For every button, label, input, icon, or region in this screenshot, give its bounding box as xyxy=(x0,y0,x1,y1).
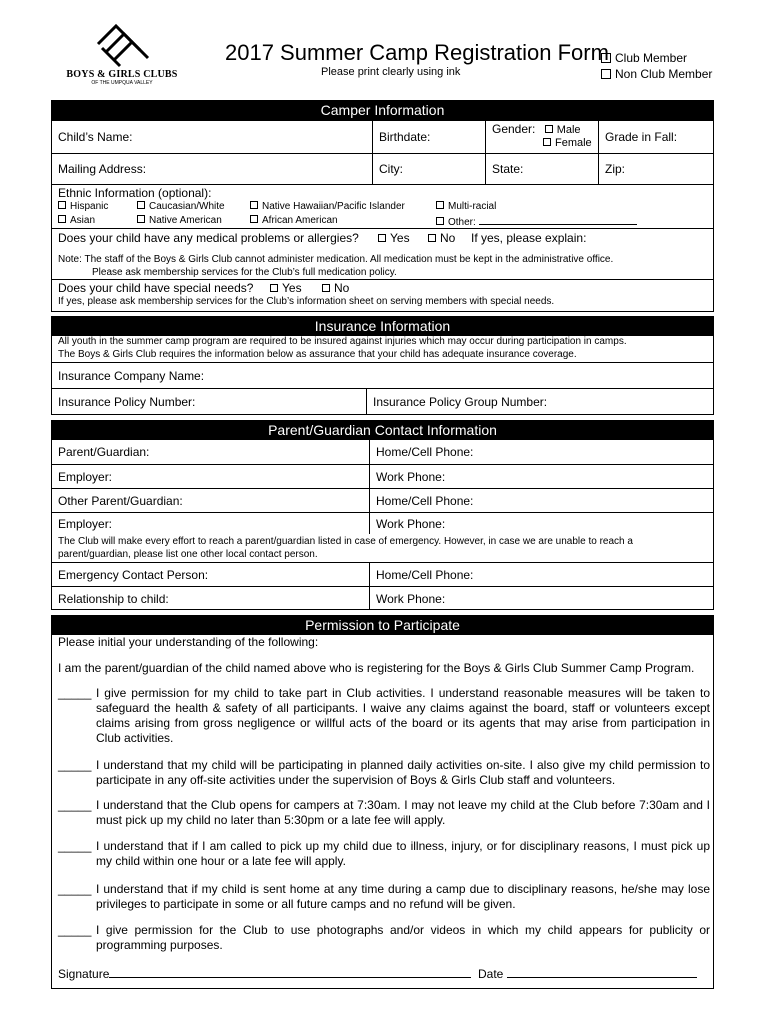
other-employer-field[interactable] xyxy=(52,513,369,534)
medical-yes-label: Yes xyxy=(390,231,410,245)
other-employer-label: Employer: xyxy=(58,516,113,531)
parent-phone-label: Home/Cell Phone: xyxy=(376,445,474,459)
city-field[interactable] xyxy=(372,154,485,184)
female-option[interactable] xyxy=(492,137,598,149)
non-club-member-label: Non Club Member xyxy=(615,67,713,81)
grade-label: Grade in Fall: xyxy=(605,130,678,144)
other-option[interactable] xyxy=(436,215,637,228)
multiracial-label: Multi-racial xyxy=(448,201,497,212)
native-american-checkbox[interactable] xyxy=(137,215,145,223)
other-parent-phone-label: Home/Cell Phone: xyxy=(376,493,474,508)
asian-checkbox[interactable] xyxy=(58,215,66,223)
initial-blank-3[interactable]: _____ xyxy=(58,798,92,812)
other-parent-label: Other Parent/Guardian: xyxy=(58,493,183,508)
insurance-note-line1: All youth in the summer camp program are required to be insured against injuries which may occur during participation in camps. xyxy=(58,336,627,347)
signature-input[interactable] xyxy=(109,965,471,978)
clubs-hands-icon xyxy=(92,22,154,68)
hawaiian-option[interactable] xyxy=(250,201,405,212)
special-yes-label: Yes xyxy=(282,281,302,295)
initial-blank-2[interactable]: _____ xyxy=(58,758,92,772)
hawaiian-label: Native Hawaiian/Pacific Islander xyxy=(262,201,405,212)
medication-note-line1: Note: The staff of the Boys & Girls Club cannot administer medication. All medication must be kept in the administrative office. xyxy=(58,254,614,265)
signature-label: Signature xyxy=(58,967,110,981)
insurance-policy-label: Insurance Policy Number: xyxy=(58,394,196,409)
native-american-option[interactable] xyxy=(137,215,222,226)
multiracial-option[interactable] xyxy=(436,201,496,212)
state-field[interactable] xyxy=(485,154,598,184)
permission-item-5: I understand that if my child is sent home at any time during a camp due to disciplinary reasons, he/she may lose privileges to participate in some or all future camps and no refund will be given. xyxy=(96,882,710,911)
other-parent-row xyxy=(52,488,713,512)
other-work-phone-label: Work Phone: xyxy=(376,516,446,531)
camper-name-row xyxy=(52,120,713,153)
insurance-note xyxy=(52,336,713,362)
insurance-group-label: Insurance Policy Group Number: xyxy=(373,394,548,409)
child-name-field[interactable] xyxy=(52,121,372,153)
initial-blank-4[interactable]: _____ xyxy=(58,839,92,853)
male-label: Male xyxy=(556,124,581,136)
hispanic-option[interactable] xyxy=(58,201,108,212)
insurance-policy-row xyxy=(52,388,713,414)
special-no-label: No xyxy=(334,281,350,295)
form-title: 2017 Summer Camp Registration Form xyxy=(225,40,609,65)
camper-information-heading: Camper Information xyxy=(52,101,713,120)
emergency-phone-label: Home/Cell Phone: xyxy=(376,567,474,582)
emergency-contact-field[interactable] xyxy=(52,563,369,586)
permission-intro: I am the parent/guardian of the child named above who is registering for the Boys & Girls Club Summer Camp Program. xyxy=(58,661,695,675)
signature-line xyxy=(58,965,471,982)
special-no-option[interactable] xyxy=(322,281,349,295)
caucasian-label: Caucasian/White xyxy=(149,201,225,212)
other-input[interactable] xyxy=(479,215,637,225)
emergency-contact-row xyxy=(52,562,713,586)
employer-field[interactable] xyxy=(52,465,369,488)
caucasian-option[interactable] xyxy=(137,201,225,212)
medication-note-line2: Please ask membership services for the Club’s full medication policy. xyxy=(92,267,397,278)
permission-item-6: I give permission for the Club to use photographs and/or videos in which my child appears for publicity or programming purposes. xyxy=(96,923,710,952)
club-member-label: Club Member xyxy=(615,51,688,65)
permission-initial-instruction: Please initial your understanding of the following: xyxy=(58,635,319,649)
insurance-policy-field[interactable] xyxy=(52,389,366,414)
medical-no-checkbox[interactable] xyxy=(428,234,436,242)
membership-options xyxy=(601,50,712,82)
boys-girls-clubs-logo xyxy=(62,22,182,86)
medical-explain-label: If yes, please explain: xyxy=(471,231,587,245)
logo-name: BOYS & GIRLS CLUBS xyxy=(66,69,178,80)
medical-no-option[interactable] xyxy=(428,231,455,245)
medical-question: Does your child have any medical problems or allergies? xyxy=(58,231,359,245)
special-yes-checkbox[interactable] xyxy=(270,284,278,292)
native-american-label: Native American xyxy=(149,215,222,226)
date-label: Date xyxy=(478,967,504,981)
guardian-contact-section xyxy=(51,420,714,610)
parent-phone-field[interactable] xyxy=(369,440,713,464)
employer-row xyxy=(52,464,713,488)
ethnic-label: Ethnic Information (optional): xyxy=(58,186,212,200)
permission-item-1: I give permission for my child to take part in Club activities. I understand reasonable measures will be taken to safeguard the health & safety of all participants. I waive any claims against the board, staff or volunteers except claims arising from gross negligence or willful acts of the board or its agents that may arise from participation in Club activities. xyxy=(96,686,710,745)
club-member-option[interactable] xyxy=(601,50,712,66)
emergency-phone-field[interactable] xyxy=(369,563,713,586)
insurance-company-label: Insurance Company Name: xyxy=(58,368,205,383)
emergency-contact-label: Emergency Contact Person: xyxy=(58,567,209,582)
female-label: Female xyxy=(555,137,592,149)
employer-label: Employer: xyxy=(58,469,113,484)
mailing-address-field[interactable] xyxy=(52,154,372,184)
relationship-row xyxy=(52,586,713,610)
hispanic-checkbox[interactable] xyxy=(58,201,66,209)
birthdate-field[interactable] xyxy=(372,121,485,153)
other-label: Other: xyxy=(448,217,476,228)
ethnic-row xyxy=(52,184,713,228)
medical-yes-option[interactable] xyxy=(378,231,410,245)
special-yes-option[interactable] xyxy=(270,281,302,295)
african-american-option[interactable] xyxy=(250,215,338,226)
special-needs-row xyxy=(52,279,713,309)
non-club-member-checkbox[interactable] xyxy=(601,69,611,79)
initial-blank-1[interactable]: _____ xyxy=(58,686,92,700)
relationship-field[interactable] xyxy=(52,587,369,610)
insurance-company-row xyxy=(52,362,713,388)
state-label: State: xyxy=(492,162,524,176)
emergency-work-phone-label: Work Phone: xyxy=(376,591,446,606)
special-needs-note: If yes, please ask membership services for the Club’s information sheet on serving members with special needs. xyxy=(58,296,555,307)
african-american-label: African American xyxy=(262,215,338,226)
permission-item-2: I understand that my child will be participating in planned daily activities on-site. I also give my child permission to participate in any off-site activities under the supervision of Boys & Girls Club staff and volunteers. xyxy=(96,758,710,787)
medication-note xyxy=(52,247,713,279)
birthdate-label: Birthdate: xyxy=(379,130,431,144)
permission-heading: Permission to Participate xyxy=(52,616,713,635)
insurance-information-section xyxy=(51,316,714,415)
work-phone-label: Work Phone: xyxy=(376,469,446,484)
mailing-address-label: Mailing Address: xyxy=(58,162,147,176)
initial-blank-5[interactable]: _____ xyxy=(58,882,92,896)
caucasian-checkbox[interactable] xyxy=(137,201,145,209)
female-checkbox[interactable] xyxy=(543,138,551,146)
insurance-information-heading: Insurance Information xyxy=(52,317,713,336)
camper-information-section xyxy=(51,100,714,312)
address-row xyxy=(52,153,713,184)
guardian-contact-heading: Parent/Guardian Contact Information xyxy=(52,421,713,440)
insurance-note-line2: The Boys & Girls Club requires the information below as assurance that your child has adequate insurance coverage. xyxy=(58,349,577,360)
male-option[interactable] xyxy=(545,124,581,136)
zip-label: Zip: xyxy=(605,162,626,176)
asian-option[interactable] xyxy=(58,215,95,226)
african-american-checkbox[interactable] xyxy=(250,215,258,223)
hawaiian-checkbox[interactable] xyxy=(250,201,258,209)
grade-field[interactable] xyxy=(598,121,713,153)
permission-item-3: I understand that the Club opens for campers at 7:30am. I may not leave my child at the Club before 7:30am and I must pick up my child no later than 5:30pm or a late fee will apply. xyxy=(96,798,710,827)
male-checkbox[interactable] xyxy=(545,125,553,133)
special-no-checkbox[interactable] xyxy=(322,284,330,292)
special-needs-question: Does your child have special needs? xyxy=(58,281,254,295)
date-line xyxy=(478,965,697,982)
other-parent-field[interactable] xyxy=(52,489,369,512)
child-name-label: Child’s Name: xyxy=(58,130,133,144)
insurance-company-field[interactable] xyxy=(52,363,713,388)
parent-label: Parent/Guardian: xyxy=(58,445,150,459)
other-employer-row xyxy=(52,512,713,534)
gender-field xyxy=(485,121,598,153)
permission-item-4: I understand that if I am called to pick up my child due to illness, injury, or for disciplinary reasons, I must pick up my child within one hour or a late fee will apply. xyxy=(96,839,710,868)
medical-yes-checkbox[interactable] xyxy=(378,234,386,242)
initial-blank-6[interactable]: _____ xyxy=(58,923,92,937)
hispanic-label: Hispanic xyxy=(70,201,109,212)
emergency-note: The Club will make every effort to reach a parent/guardian listed in case of emergency. However, in case we are unable to reach a parent/guardian, please list one other local contact person. xyxy=(58,536,633,560)
city-label: City: xyxy=(379,162,403,176)
asian-label: Asian xyxy=(70,215,96,226)
relationship-label: Relationship to child: xyxy=(58,591,169,606)
other-work-phone-field[interactable] xyxy=(369,513,713,534)
date-input[interactable] xyxy=(507,965,697,978)
logo-subtitle: OF THE UMPQUA VALLEY xyxy=(91,80,153,86)
form-subtitle: Please print clearly using ink xyxy=(321,66,461,78)
medical-row xyxy=(52,228,713,247)
non-club-member-option[interactable] xyxy=(601,66,712,82)
other-checkbox[interactable] xyxy=(436,217,444,225)
medical-no-label: No xyxy=(440,231,456,245)
insurance-group-field[interactable] xyxy=(366,389,713,414)
gender-label: Gender: xyxy=(492,122,536,136)
emergency-work-phone-field[interactable] xyxy=(369,587,713,610)
parent-field[interactable] xyxy=(52,440,369,464)
other-parent-phone-field[interactable] xyxy=(369,489,713,512)
parent-row xyxy=(52,440,713,464)
club-member-checkbox[interactable] xyxy=(601,53,611,63)
multiracial-checkbox[interactable] xyxy=(436,201,444,209)
zip-field[interactable] xyxy=(598,154,713,184)
work-phone-field[interactable] xyxy=(369,465,713,488)
